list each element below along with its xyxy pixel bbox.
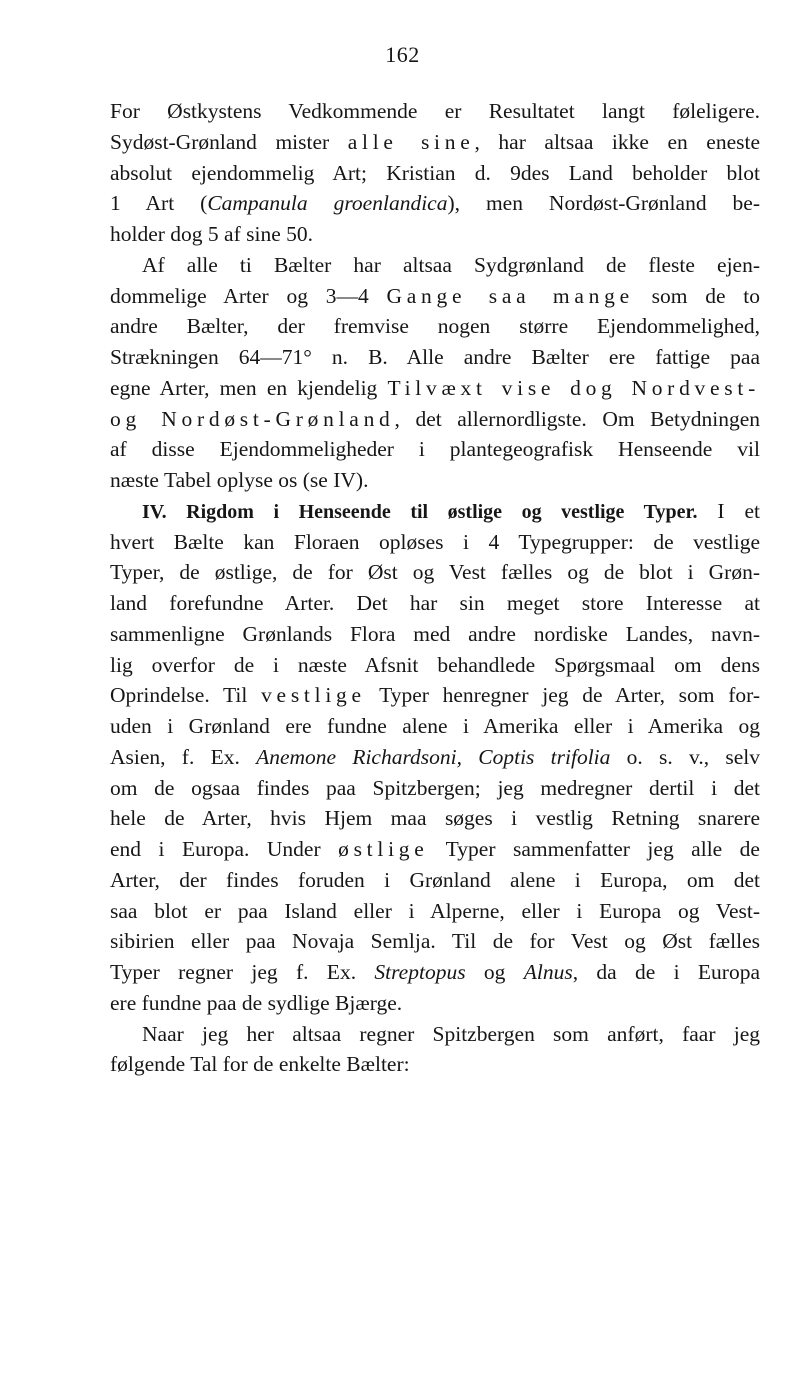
text-run: ), men Nordøst-Grønland be- <box>447 191 760 216</box>
text-line <box>110 588 760 619</box>
text-run: , da de i Europa <box>572 960 760 984</box>
text-line <box>110 404 760 435</box>
spaced-text: og Nordøst-Grønland <box>110 406 395 431</box>
text-run: o. s. v., selv <box>610 744 760 769</box>
text-run: uden i Grønland ere fundne alene i Amerika eller i Amerika og <box>110 714 760 738</box>
spaced-text: Gange saa mange <box>386 283 634 308</box>
text-run: end i Europa. Under <box>110 837 339 861</box>
text-line <box>110 957 760 988</box>
text-run: For Østkystens Vedkommende er Resultatet langt føleligere. <box>110 99 760 123</box>
italic-text: Alnus <box>523 960 573 984</box>
text-line <box>110 865 760 896</box>
text-run: Af alle ti Bælter har altsaa Sydgrønland de fleste ejen- <box>142 252 760 277</box>
italic-text: Campanula groenlandica <box>207 191 448 216</box>
text-run: absolut ejendommelig Art; Kristian d. 9des Land beholder blot <box>110 160 760 185</box>
section-heading-line <box>110 496 760 527</box>
spaced-text: alle sine <box>347 129 475 154</box>
section-heading: IV. Rigdom i Henseende til østlige og vestlige Typer. <box>142 500 698 523</box>
paragraph-end-line <box>110 465 760 496</box>
page-number: 162 <box>385 42 420 67</box>
text-run: sammenligne Grønlands Flora med andre nordiske Landes, navn- <box>110 621 760 646</box>
text-run: , har altsaa ikke en eneste <box>474 129 760 154</box>
spaced-text: vestlige <box>261 683 366 708</box>
text-run: Typer, de østlige, de for Øst og Vest fælles og de blot i Grøn- <box>110 560 760 585</box>
text-run: som de to <box>633 283 761 308</box>
text-run: hvert Bælte kan Floraen opløses i 4 Typegrupper: de vestlige <box>110 529 760 554</box>
text-run: sibirien eller paa Novaja Semlja. Til de for Vest og Øst fælles <box>110 929 760 954</box>
text-line <box>110 650 760 681</box>
text-run: , det allernordligste. Om Betydningen <box>394 406 760 431</box>
text-line <box>110 680 760 711</box>
text-run: af disse Ejendommeligheder i plantegeografisk Henseende vil <box>110 437 760 462</box>
paragraph-end-line <box>110 1049 760 1080</box>
text-run: lig overfor de i næste Afsnit behandlede Spørgsmaal om dens <box>110 652 760 677</box>
paragraph-end-line <box>110 219 760 250</box>
text-run: følgende Tal for de enkelte Bælter: <box>110 1052 410 1077</box>
text-line <box>110 619 760 650</box>
text-run: Typer henregner jeg de Arter, som for- <box>365 683 760 708</box>
text-run: hele de Arter, hvis Hjem maa søges i vestlig Retning snarere <box>110 806 760 831</box>
text-line <box>110 158 760 189</box>
text-run: 1 Art ( <box>110 191 208 216</box>
spaced-text: Tilvæxt vise dog Nordvest- <box>387 375 760 400</box>
text-run: Typer regner jeg f. Ex. <box>110 960 375 984</box>
paragraph-start-line <box>110 250 760 281</box>
text-run: saa blot er paa Island eller i Alperne, eller i Europa og Vest- <box>110 898 760 923</box>
text-line <box>110 434 760 465</box>
paragraph-end-line <box>110 988 760 1019</box>
italic-text: Anemone Richardsoni, Coptis trifolia <box>256 744 611 769</box>
text-run: om de ogsaa findes paa Spitzbergen; jeg medregner dertil i det <box>110 775 760 800</box>
text-line <box>110 342 760 373</box>
paragraph-start-line <box>110 1019 760 1050</box>
text-line <box>110 926 760 957</box>
text-run: Oprindelse. Til <box>110 683 262 708</box>
text-line <box>110 373 760 404</box>
text-run: og <box>465 960 524 984</box>
text-line <box>110 188 760 219</box>
spaced-text: østlige <box>338 837 429 861</box>
text-run: holder dog 5 af sine 50. <box>110 222 314 246</box>
text-run: Asien, f. Ex. <box>110 744 257 769</box>
italic-text: Streptopus <box>374 960 466 984</box>
text-run: I et <box>697 498 760 523</box>
text-line <box>110 834 760 865</box>
text-run: Naar jeg her altsaa regner Spitzbergen som anført, faar jeg <box>142 1021 760 1046</box>
text-line <box>110 803 760 834</box>
text-line <box>110 527 760 558</box>
text-line <box>110 96 760 127</box>
text-run: land forefundne Arter. Det har sin meget store Interesse at <box>110 591 760 615</box>
text-run: Arter, der findes foruden i Grønland alene i Europa, om det <box>110 867 760 892</box>
text-line <box>110 281 760 312</box>
text-line <box>110 311 760 342</box>
text-run: næste Tabel oplyse os (se IV). <box>110 468 369 492</box>
text-run: ere fundne paa de sydlige Bjærge. <box>110 990 403 1015</box>
text-line <box>110 773 760 804</box>
text-line <box>110 896 760 927</box>
text-line <box>110 742 760 773</box>
text-run: dommelige Arter og 3—4 <box>110 283 387 308</box>
body-text <box>110 96 760 1080</box>
text-run: egne Arter, men en kjendelig <box>110 375 388 400</box>
text-run: Sydøst-Grønland mister <box>110 129 348 154</box>
text-run: Strækningen 64—71° n. B. Alle andre Bælter ere fattige paa <box>110 345 760 369</box>
text-line <box>110 127 760 158</box>
text-run: andre Bælter, der fremvise nogen større Ejendommelighed, <box>110 314 760 339</box>
text-run: Typer sammenfatter jeg alle de <box>428 837 760 861</box>
text-line <box>110 711 760 742</box>
text-line <box>110 557 760 588</box>
